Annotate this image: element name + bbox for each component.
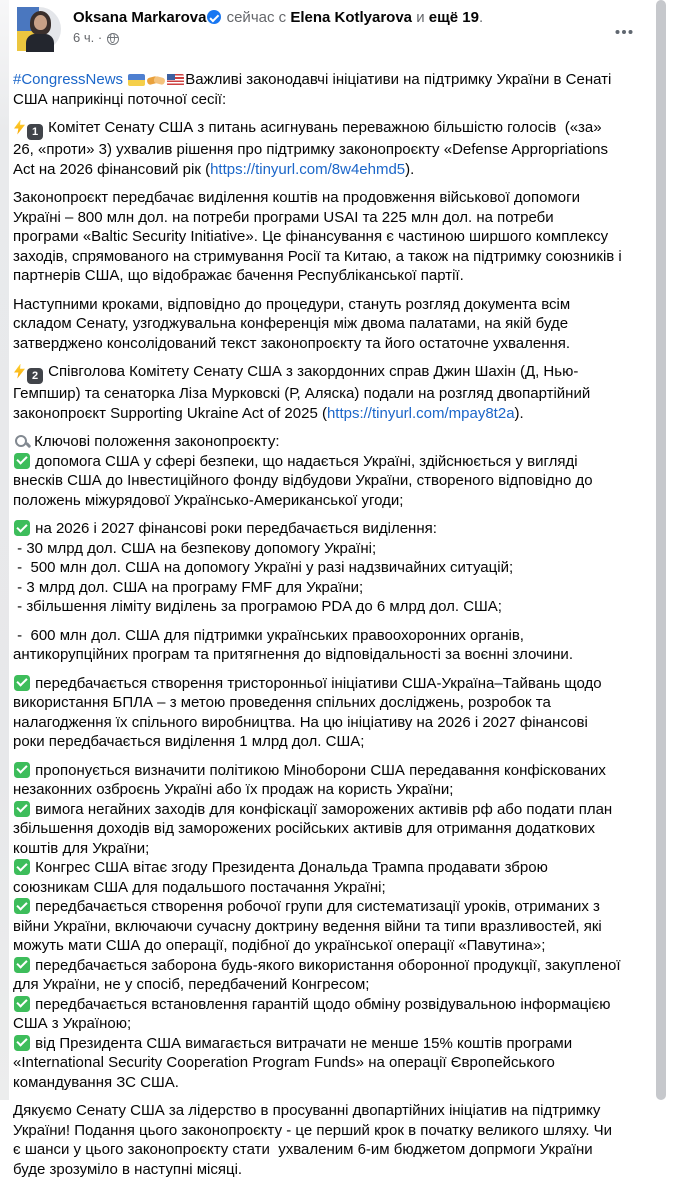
meta-separator: ·: [94, 30, 106, 45]
globe-icon: [107, 33, 119, 45]
post-byline: [73, 8, 642, 28]
handshake-icon: [147, 73, 165, 86]
post-paragraph: передбачається створення тристоронньої ініціативи США-Україна–Тайвань щодо використання БПЛА – з метою проведення спільних досліджень, розробок та налагодження їх спільного виробництва. На цю ініціативу на 2026 і 2027 фінансові роки передбачається виділення 1 млрд дол. США;: [13, 674, 606, 750]
scrollbar-track: [656, 0, 666, 1100]
inline-link[interactable]: https://tinyurl.com/8w4ehmd5: [210, 160, 406, 178]
post-menu-button[interactable]: [610, 22, 638, 42]
avatar-body: [26, 34, 54, 52]
post-paragraph: Ключові положення законопроєкту: допомога США у сфері безпеки, що надається Україні, здійснюється у вигляді внесків США до Інвестиційного фонду відбудови України, створеного відповідно до положень міжурядової Українсько-Американської угоди;: [13, 433, 597, 509]
post-paragraph: 2 Співголова Комітету Сенату США з закордонних справ Джин Шахін (Д, Нью-Гемпшир) та сенаторка Ліза Мурковскі (Р, Аляска) подали на розгляд двопартійний законопроєкт Supporting Ukraine Act of 2025 (https://tinyurl.com/mpay8t2a).: [13, 363, 595, 422]
byline-period: .: [478, 9, 484, 26]
tagged-more-count[interactable]: ещё 19: [428, 9, 479, 26]
post-header: [9, 0, 652, 62]
post-paragraph: пропонується визначити політикою Міноборони США передавання конфіскованих незаконних озброєнь Україні або їх продаж на користь України; вимога негайних заходів для конфіскації заморожених активів рф або подати план збільшення доходів від заморожених російських активів для отримання додаткових коштів для України; Конгрес США вітає згоду Президента Дональда Трампа продавати зброю союзникам США для подальшого постачання Україні; передбачається створення робочої групи для систематизації уроків, отриманих з війни України, включаючи сучасну доктрину ведення війни та типи вразливостей, які можуть мати США до операції, подібної до української операції «Павутина»; передбачається заборона будь-якого використання оборонної продукції, закупленої для України, не у спосіб, передбачений Конгресом; передбачається встановлення гарантій щодо обміну розвідувальною інформацією США з Україною; від Президента США вимагається витрачати не менше 15% коштів програми «International Security Cooperation Program Funds» на операції Європейського командування ЗС США.: [13, 761, 625, 1091]
check-icon: [14, 898, 30, 914]
author-name[interactable]: Oksana Markarova: [73, 9, 207, 26]
post-paragraph: Законопроєкт передбачає виділення коштів на продовження військової допомоги Україні – 800 млн дол. на потреби програми USAI та 225 млн дол. на потреби програми «Baltic Security Initiative». Це фінансування є частиною ширшого комплексу заходів, спрямованого на стримування Росії та Китаю, а також на підтримку союзників і партнерів США, що відображає бачення Республіканської партії.: [13, 189, 626, 284]
post-card: [9, 0, 652, 1178]
tagged-person[interactable]: Elena Kotlyarova: [290, 9, 413, 26]
check-icon: [14, 957, 30, 973]
keycap-icon: 1: [27, 124, 43, 140]
inline-link[interactable]: https://tinyurl.com/mpay8t2a: [326, 404, 515, 422]
check-icon: [14, 762, 30, 778]
post-paragraph: на 2026 і 2027 фінансові роки передбачається виділення: - 30 млрд дол. США на безпекову допомогу Україні; - 500 млн дол. США на допомогу Україні у разі надзвичайних ситуацій; - 3 млрд дол. США на програму FMF для України; - збільшення ліміту виділень за програмою PDA до 6 млрд дол. США;: [13, 520, 514, 615]
check-icon: [14, 996, 30, 1012]
byline-text: сейчас с: [226, 9, 287, 26]
post-body: [9, 62, 652, 1179]
hashtag-link[interactable]: #CongressNews: [13, 71, 124, 88]
scrollbar-thumb[interactable]: [656, 0, 666, 1100]
ellipsis-icon: [622, 30, 626, 34]
post-paragraph: Наступними кроками, відповідно до процедури, стануть розгляд документа всім складом Сенату, узгоджувальна конференція між двома палатами, на якій буде затверджено консолідований текст законопроєкту та його остаточне ухвалення.: [13, 295, 575, 352]
avatar[interactable]: [17, 7, 61, 51]
byline-conjunction: и: [416, 9, 425, 26]
flag-us-icon: [167, 74, 184, 86]
post-meta-line: [73, 29, 642, 46]
post-paragraph: Дякуємо Сенату США за лідерство в просуванні двопартійних ініціатив на підтримку України! Подання цього законопроєкту - це перший крок в початку великого шляху. Чи є шанси у цього законопроєкту стати ухваленим 6-им бюджетом допрмоги України буде зрозуміло в наступні місяці.: [13, 1102, 617, 1178]
magnifier-icon: [14, 434, 29, 449]
timestamp[interactable]: 6 ч.: [73, 30, 95, 45]
keycap-icon: 2: [27, 368, 43, 384]
post-paragraph: 1 Комітет Сенату США з питань асигнувань переважною більшістю голосів («за» 26, «проти» 3) ухвалив рішення про підтримку законопроєкту «Defense Appropriations Act на 2026 фінансовий рік (https://tinyurl.com/8w4ehmd5).: [13, 119, 612, 178]
page-left-edge: [0, 0, 9, 1100]
flag-ua-icon: [128, 74, 145, 86]
check-icon: [14, 675, 30, 691]
bolt-icon: [14, 364, 25, 379]
check-icon: [14, 1035, 30, 1051]
check-icon: [14, 520, 30, 536]
check-icon: [14, 453, 30, 469]
verified-badge-icon: [207, 10, 221, 24]
check-icon: [14, 859, 30, 875]
post-paragraph: - 600 млн дол. США для підтримки українських правоохоронних органів, антикорупційних програм та притягнення до відповідальності за воєнні злочини.: [13, 626, 573, 663]
check-icon: [14, 801, 30, 817]
bolt-icon: [14, 120, 25, 135]
avatar-face: [34, 15, 47, 30]
post-paragraph: #CongressNews Важливі законодавчі ініціативи на підтримку України в Сенаті США наприкінці поточної сесії:: [13, 71, 616, 108]
